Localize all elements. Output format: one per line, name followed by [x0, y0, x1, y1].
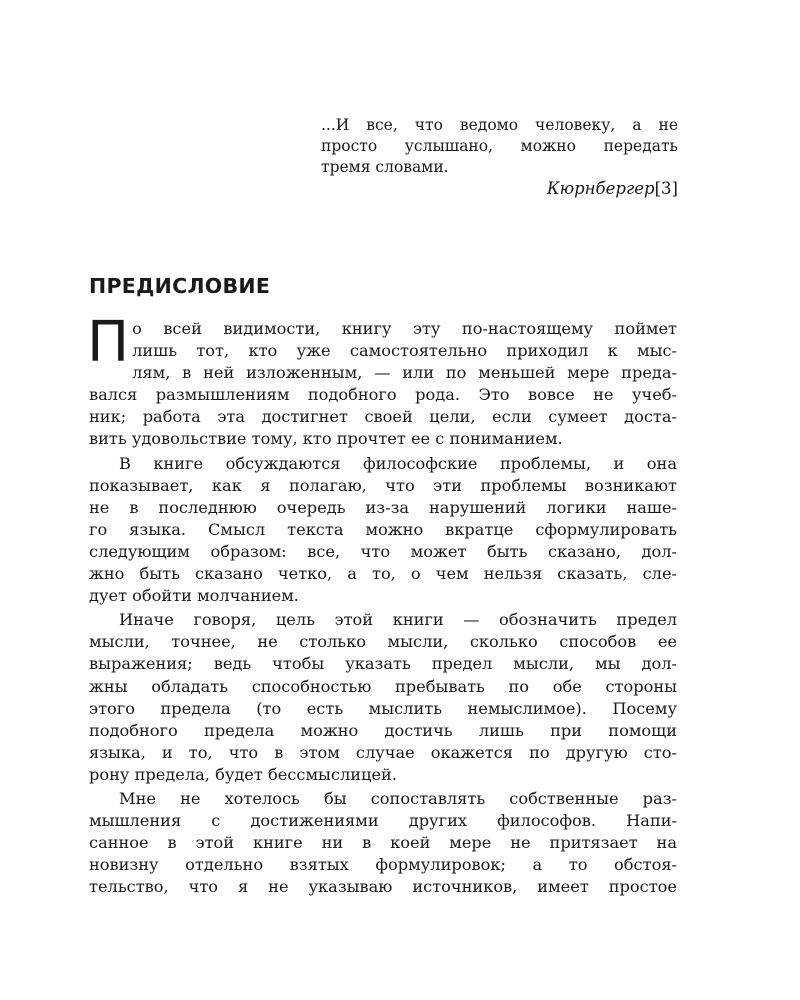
text-line: языка, и то, что в этом случае окажется по другую сто-	[89, 742, 677, 762]
text-line: вить удовольствие тому, кто прочтет ее с пониманием.	[89, 429, 563, 449]
chapter-heading: ПРЕДИСЛОВИЕ	[89, 274, 271, 298]
epigraph-line: ...И все, что ведомо человеку, а не	[321, 116, 678, 134]
text-line: новизну отдельно взятых формулировок; а то обстоя-	[89, 855, 677, 875]
body-text	[87, 310, 677, 900]
text-line: мышления с достижениями других философов. Напи-	[89, 811, 677, 831]
text-line: В книге обсуждаются философские проблемы, и она	[119, 453, 677, 473]
epigraph	[321, 115, 678, 178]
drop-cap: П	[87, 310, 130, 375]
text-line: следующим образом: все, что может быть сказано, дол-	[89, 541, 677, 561]
text-line: выражения; ведь чтобы указать предел мысли, мы дол-	[89, 654, 677, 674]
text-line: санное в этой книге ни в коей мере не притязает на	[89, 833, 677, 853]
paragraph	[89, 453, 677, 608]
text-line: дует обойти молчанием.	[89, 586, 299, 606]
text-line: жны обладать способностью пребывать по обе стороны	[89, 676, 677, 696]
epigraph-line: просто услышано, можно передать	[321, 137, 678, 155]
text-line: тельство, что я не указываю источников, имеет простое	[89, 877, 677, 897]
epigraph-author: Кюрнбергер	[546, 179, 655, 198]
text-line: показывает, как я полагаю, что эти проблемы возникают	[89, 475, 677, 495]
text-line: Иначе говоря, цель этой книги — обозначить предел	[119, 610, 677, 630]
text-line: не в последнюю очередь из-за нарушений логики наше-	[89, 497, 677, 517]
paragraph	[87, 310, 677, 451]
text-line: лишь тот, кто уже самостоятельно приходил к мыс-	[132, 341, 677, 361]
text-line: вался размышлениям подобного рода. Это вовсе не учеб-	[89, 385, 677, 405]
text-line: рону предела, будет бессмыслицей.	[89, 764, 397, 784]
text-line: этого предела (то есть мыслить немыслимое). Посему	[89, 698, 677, 718]
epigraph-reference: [3]	[654, 179, 678, 198]
text-line: го языка. Смысл текста можно вкратце сформулировать	[89, 519, 677, 539]
paragraph	[89, 609, 677, 786]
text-line: ник; работа эта достигнет своей цели, если сумеет доста-	[89, 407, 677, 427]
epigraph-line: тремя словами.	[321, 158, 449, 176]
text-line: мысли, точнее, не столько мысли, сколько способов ее	[89, 632, 677, 652]
text-line: о всей видимости, книгу эту по-настоящему поймет	[132, 319, 677, 338]
epigraph-source	[547, 179, 678, 198]
text-line: Мне не хотелось бы сопоставлять собственные раз-	[119, 788, 677, 808]
text-line: подобного предела можно достичь лишь при помощи	[89, 720, 677, 740]
text-line: лям, в ней изложенным, — или по меньшей мере преда-	[132, 363, 677, 383]
paragraph	[89, 788, 677, 898]
text-line: жно быть сказано четко, а то, о чем нельзя сказать, сле-	[89, 564, 677, 584]
